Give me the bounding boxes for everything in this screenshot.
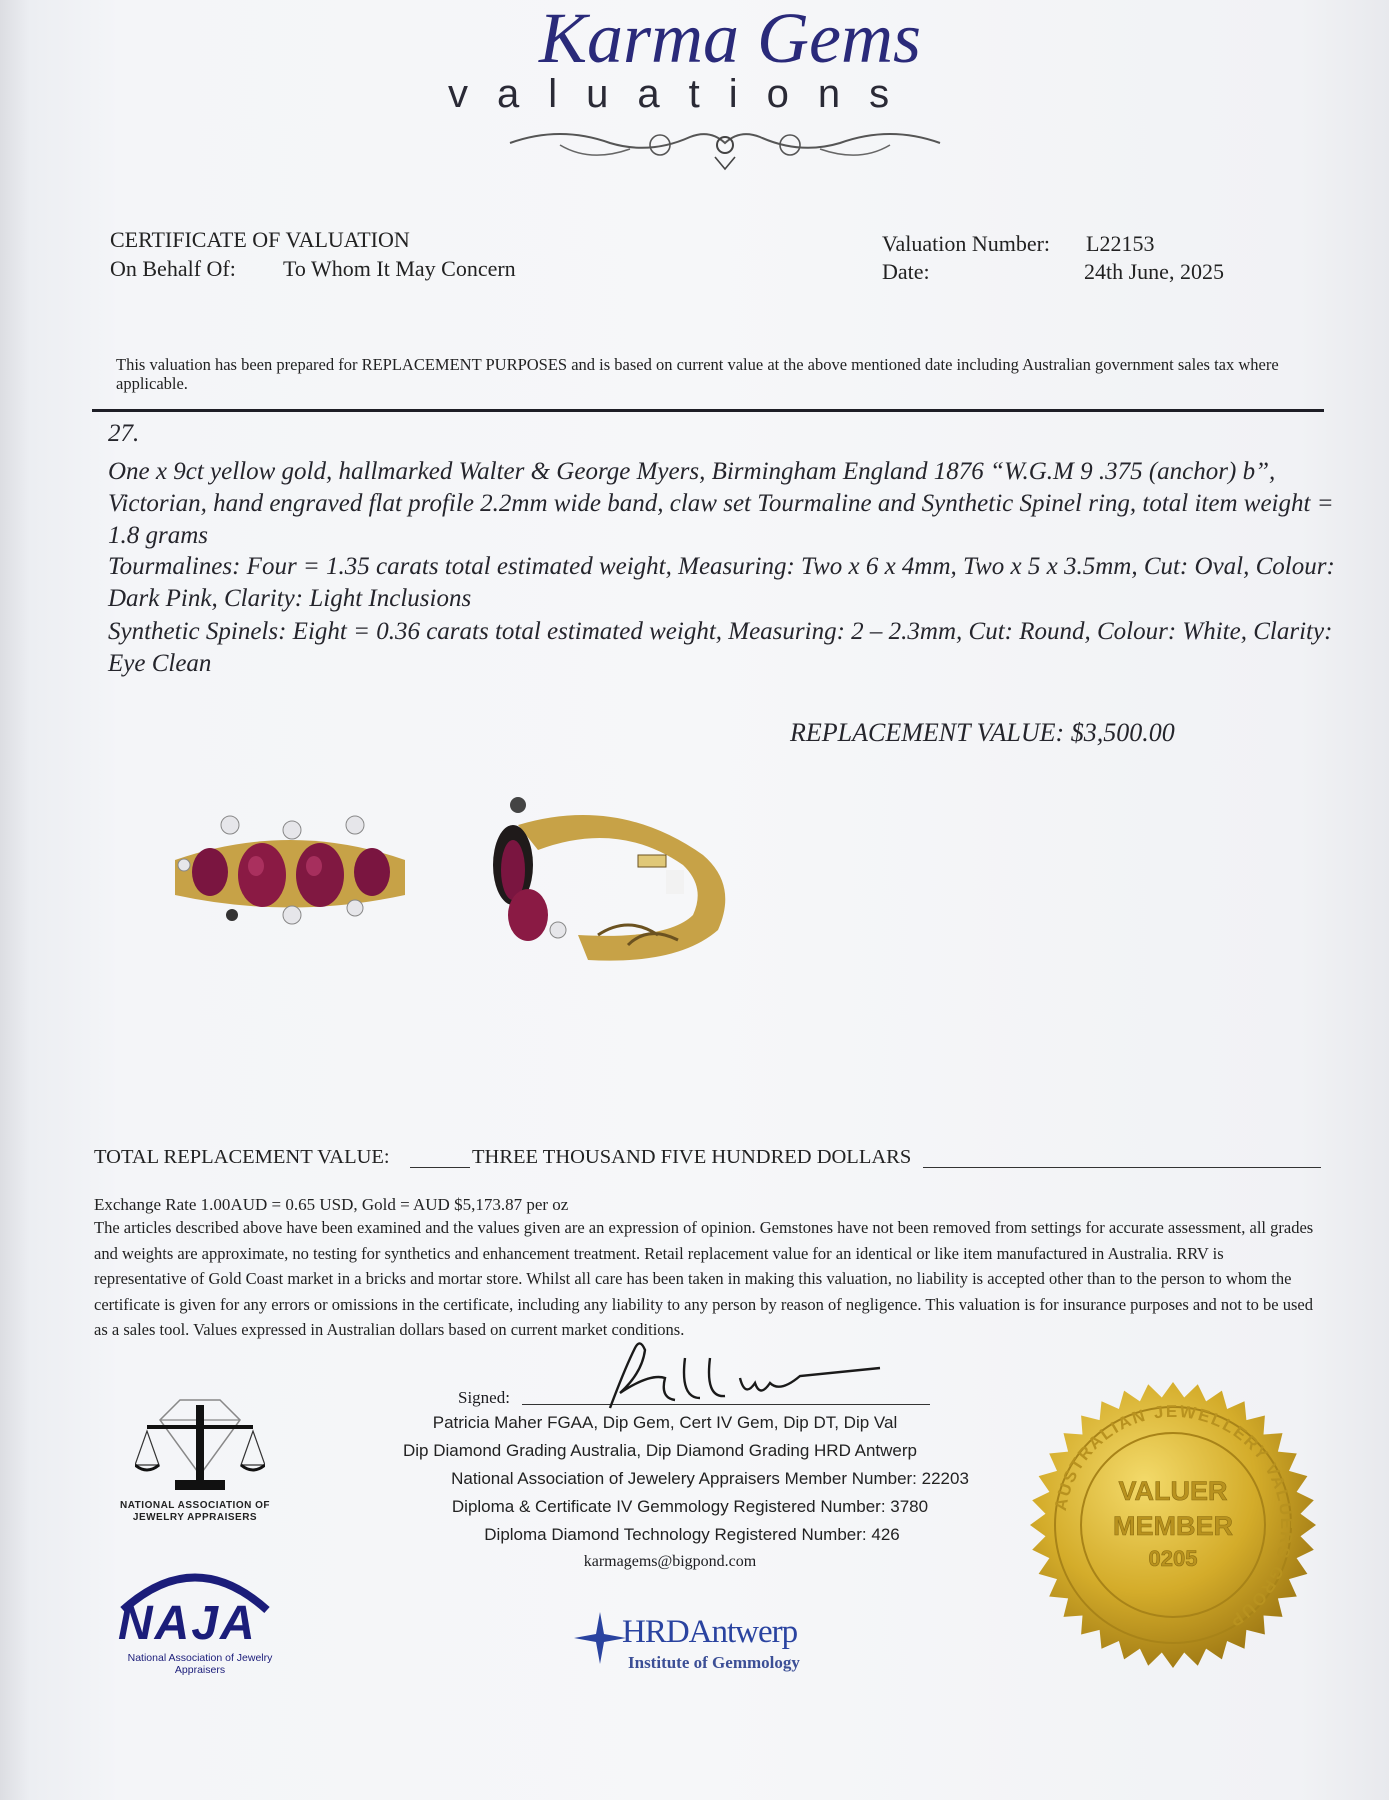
on-behalf-label: On Behalf Of:: [110, 256, 236, 281]
header-divider: [92, 409, 1324, 412]
date-value: 24th June, 2025: [1084, 259, 1224, 284]
valuation-number-label: Valuation Number:: [882, 231, 1051, 256]
item-number: 27.: [108, 420, 140, 447]
total-replacement-label: TOTAL REPLACEMENT VALUE:: [94, 1146, 390, 1168]
flourish-ornament-icon: [500, 115, 950, 173]
spinel-details: Synthetic Spinels: Eight = 0.36 carats total estimated weight, Measuring: 2 – 2.3mm, Cut: Round, Colour: White, Clarity: Eye Clean: [108, 618, 1333, 677]
naja-acronym: NAJA: [118, 1597, 257, 1650]
credential-line-5: Diploma Diamond Technology Registered Number: 426: [484, 1525, 900, 1544]
tourmaline-details: Tourmalines: Four = 1.35 carats total estimated weight, Measuring: Two x 6 x 4mm, Two x 5 x 3.5mm, Cut: Oval, Colour: Dark Pink, Clarity: Light Inclusions: [108, 553, 1335, 612]
naja-scales-caption: NATIONAL ASSOCIATION OF JEWELRY APPRAISERS: [119, 1500, 270, 1523]
scales-of-justice-icon: [135, 1395, 265, 1505]
logo-subtitle: valuations: [448, 72, 919, 116]
valuer-member-seal: [1028, 1380, 1318, 1670]
naja-full-name: National Association of Jewelry Appraisers: [127, 1652, 273, 1676]
seal-line-2: MEMBER: [1113, 1511, 1233, 1541]
disclaimer-text: The articles described above have been examined and the values given are an expression of opinion. Gemstones have not been removed from settings for accurate assessment, all grades and weights are approximate, no testing for synthetics and enhancement treatment. Retail replacement value for an identical or like item manufactured in Australia. RRV is representative of Gold Coast market in a bricks and mortar store. Whilst all care has been taken in making this valuation, no liability is accepted other than to the person to whom the certificate is given for any errors or omissions in the certificate, including any liability to any person by reason of negligence. This valuation is for insurance purposes and not to be used as a sales tool. Values expressed in Australian dollars based on current market conditions.: [94, 1218, 1314, 1339]
contact-email: karmagems@bigpond.com: [583, 1553, 757, 1570]
ring-photo-side: [478, 795, 748, 990]
seal-line-1: VALUER: [1118, 1476, 1228, 1506]
logo-script-text: Karma Gems: [538, 0, 922, 78]
replacement-value: REPLACEMENT VALUE: $3,500.00: [790, 718, 1175, 747]
sparkle-star-icon: [574, 1612, 626, 1664]
credential-line-3: National Association of Jewelery Appraisers Member Number: 22203: [451, 1469, 969, 1488]
on-behalf-value: To Whom It May Concern: [283, 256, 516, 281]
ring-photo-front: [170, 800, 410, 940]
exchange-rate: Exchange Rate 1.00AUD = 0.65 USD, Gold = AUD $5,173.87 per oz: [94, 1195, 569, 1214]
credential-line-1: Patricia Maher FGAA, Dip Gem, Cert IV Gem, Dip DT, Dip Val: [432, 1413, 898, 1432]
item-description: One x 9ct yellow gold, hallmarked Walter & George Myers, Birmingham England 1876 “W.G.M 9 .375 (anchor) b”, Victorian, hand engraved flat profile 2.2mm wide band, claw set Tourmaline and Synthetic Spinel ring, total item weight = 1.8 grams: [108, 458, 1334, 549]
valuation-number-value: L22153: [1086, 231, 1155, 256]
seal-line-3: 0205: [1148, 1546, 1198, 1571]
date-label: Date:: [882, 259, 930, 284]
certificate-title: CERTIFICATE OF VALUATION: [110, 227, 410, 252]
purpose-note: This valuation has been prepared for REPLACEMENT PURPOSES and is based on current value at the above mentioned date including Australian government sales tax where applicable.: [116, 355, 1279, 393]
hrd-antwerp-name: HRDAntwerp: [622, 1614, 798, 1650]
total-underline-left: [410, 1167, 470, 1168]
seal-ring-text: AUSTRALIAN JEWELLERY VALUERS GROUP: [1050, 1401, 1297, 1632]
handwritten-signature: [590, 1338, 890, 1418]
credential-line-4: Diploma & Certificate IV Gemmology Registered Number: 3780: [451, 1497, 929, 1516]
total-replacement-value: THREE THOUSAND FIVE HUNDRED DOLLARS: [472, 1146, 912, 1168]
karma-gems-logo-script: [380, 0, 1080, 80]
total-underline-right: [923, 1167, 1321, 1168]
signed-label: Signed:: [458, 1388, 510, 1407]
hrd-antwerp-subtitle: Institute of Gemmology: [628, 1653, 800, 1672]
credential-line-2: Dip Diamond Grading Australia, Dip Diamond Grading HRD Antwerp: [402, 1441, 917, 1460]
